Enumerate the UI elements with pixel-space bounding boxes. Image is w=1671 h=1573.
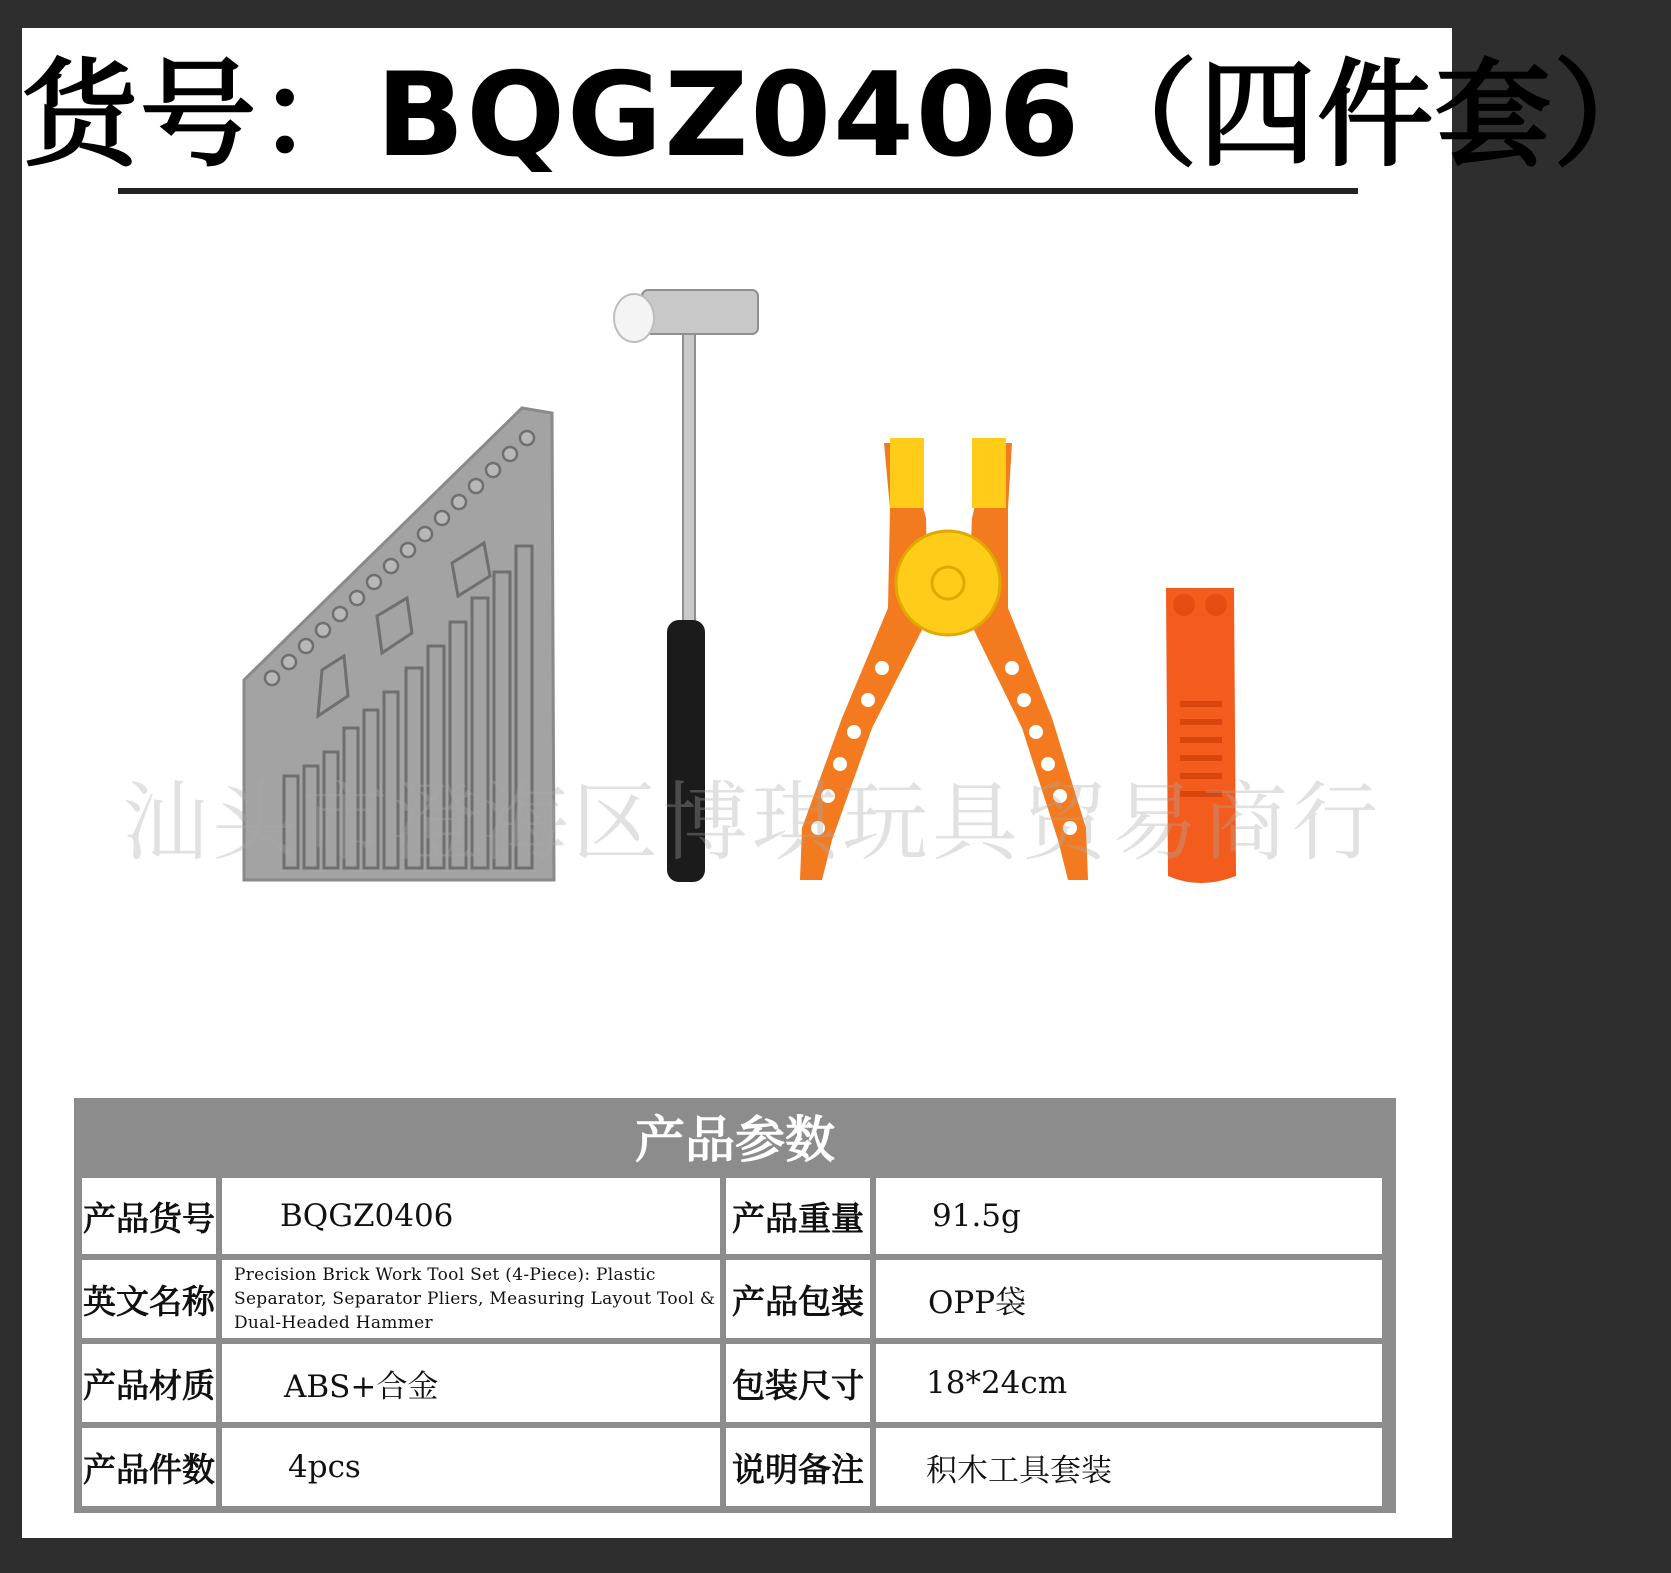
spec-table-heading: 产品参数 <box>635 1111 835 1169</box>
spec-table <box>74 1098 1396 1513</box>
label-weight: 产品重量 <box>726 1178 870 1254</box>
value-item-number: BQGZ0406 <box>222 1178 720 1254</box>
label-english-name: 英文名称 <box>82 1260 216 1338</box>
label-remarks: 说明备注 <box>726 1428 870 1506</box>
value-packaging: OPP袋 <box>876 1260 1382 1338</box>
label-item-number: 产品货号 <box>82 1178 216 1254</box>
value-remarks: 积木工具套装 <box>876 1428 1382 1506</box>
product-sheet <box>22 28 1671 1538</box>
label-material: 产品材质 <box>82 1344 216 1422</box>
label-piece-count: 产品件数 <box>82 1428 216 1506</box>
value-piece-count: 4pcs <box>222 1428 720 1506</box>
label-package-size: 包装尺寸 <box>726 1344 870 1422</box>
value-english-name: Precision Brick Work Tool Set (4-Piece): Plastic Separator, Separator Pliers, Measuring Layout Tool & Dual-Headed Hammer <box>222 1260 720 1338</box>
value-material: ABS+合金 <box>222 1344 720 1422</box>
label-packaging: 产品包装 <box>726 1260 870 1338</box>
page-title: 货号：BQGZ0406（四件套） <box>22 48 1671 183</box>
value-package-size: 18*24cm <box>876 1344 1382 1422</box>
value-weight: 91.5g <box>876 1178 1382 1254</box>
watermark: 汕头市澄海区博琪玩具贸易商行 <box>122 773 1382 873</box>
